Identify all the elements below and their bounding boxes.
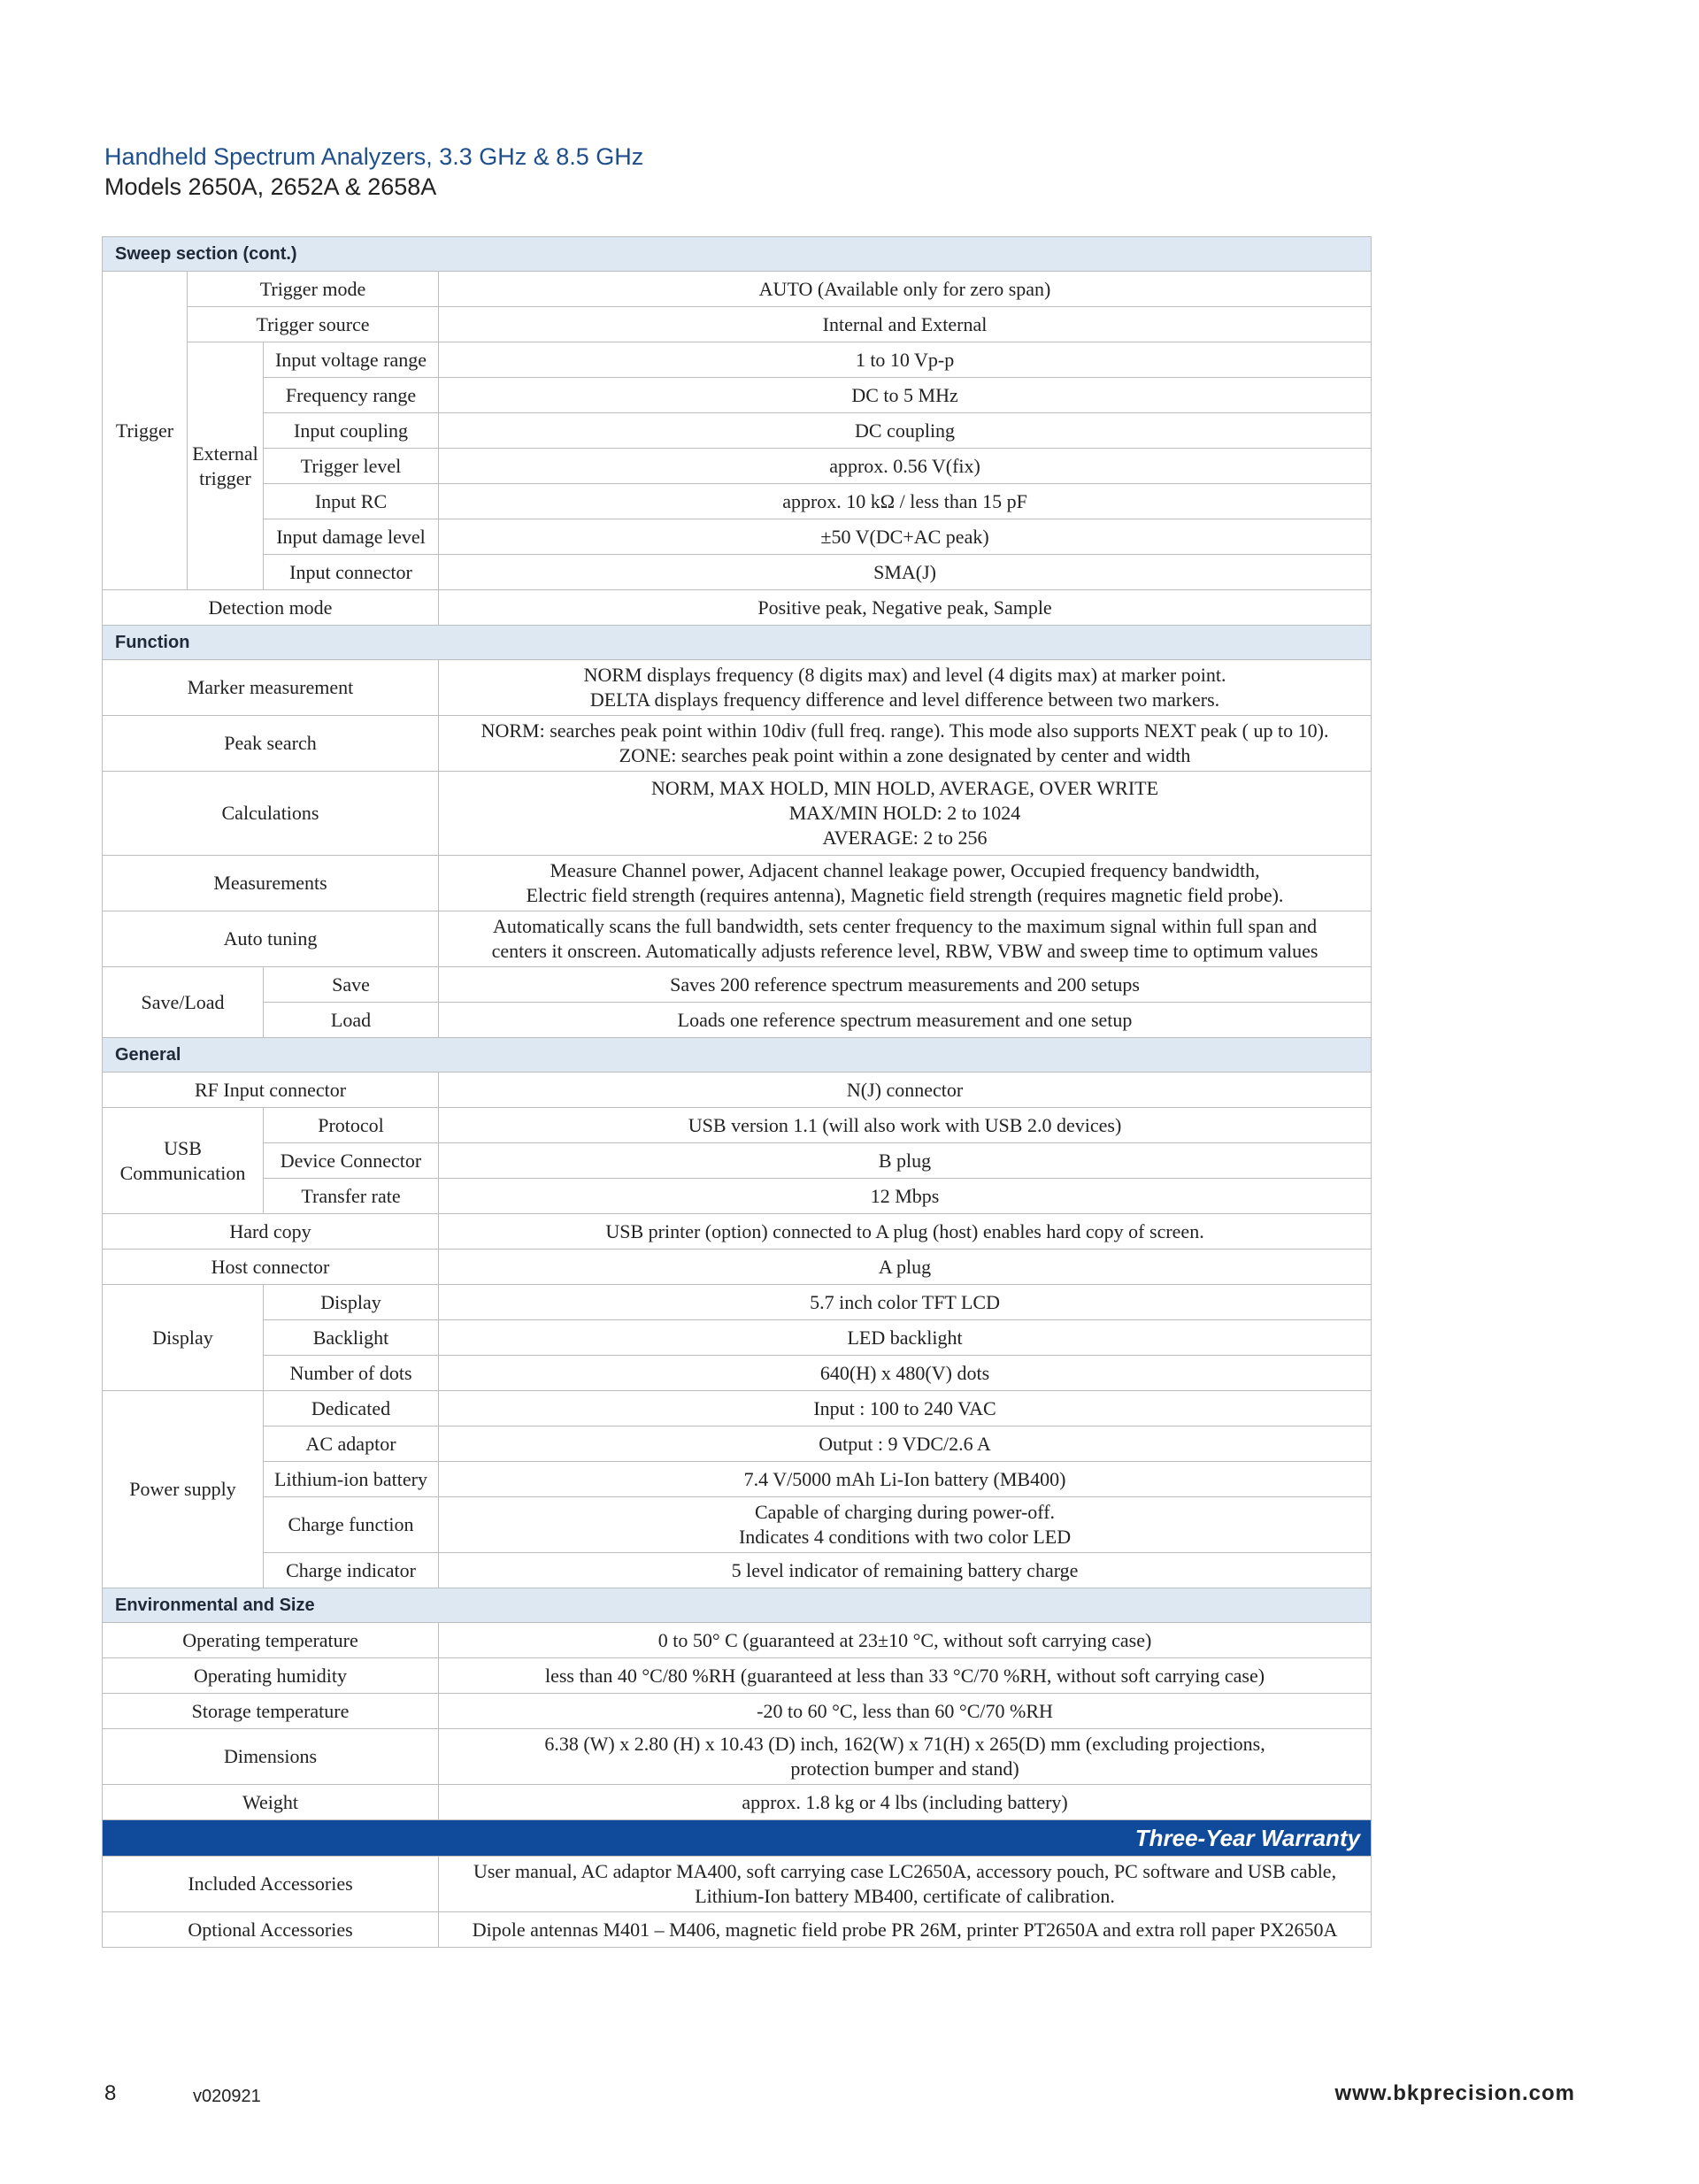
value-line: DELTA displays frequency difference and level difference between two markers. [589,688,1220,711]
version-code: v020921 [193,2087,261,2106]
spec-value: ±50 V(DC+AC peak) [439,519,1372,555]
spec-value: LED backlight [439,1320,1372,1356]
spec-label: Operating humidity [103,1658,439,1694]
value-line: NORM displays frequency (8 digits max) and level (4 digits max) at marker point. [583,664,1226,686]
value-line: Measure Channel power, Adjacent channel leakage power, Occupied frequency bandwidth, [550,859,1260,881]
spec-value: USB version 1.1 (will also work with USB 2.0 devices) [439,1108,1372,1143]
spec-value: Output : 9 VDC/2.6 A [439,1427,1372,1462]
spec-label: Trigger level [264,449,439,484]
value-line: NORM: searches peak point within 10div (full freq. range). This mode also supports NEXT peak ( up to 10). [480,719,1329,742]
spec-label: Display [264,1285,439,1320]
spec-label: Charge function [264,1497,439,1553]
spec-value: Positive peak, Negative peak, Sample [439,590,1372,626]
spec-label: Calculations [103,772,439,856]
spec-label: Auto tuning [103,911,439,967]
spec-label: Dedicated [264,1391,439,1427]
value-line: AVERAGE: 2 to 256 [822,827,988,849]
display-group-label: Display [103,1285,264,1391]
spec-label: RF Input connector [103,1073,439,1108]
spec-label: Trigger mode [188,272,439,307]
spec-label: Included Accessories [103,1857,439,1912]
spec-value: 5 level indicator of remaining battery charge [439,1553,1372,1588]
spec-label: Operating temperature [103,1623,439,1658]
saveload-label: Save/Load [103,967,264,1038]
spec-label: Charge indicator [264,1553,439,1588]
spec-value [439,1857,1372,1912]
spec-label: Lithium-ion battery [264,1462,439,1497]
spec-value [439,772,1372,856]
page-title: Handheld Spectrum Analyzers, 3.3 GHz & 8.5 GHz [104,143,644,170]
spec-value [439,856,1372,911]
spec-value: B plug [439,1143,1372,1179]
value-line: Lithium-Ion battery MB400, certificate of calibration. [695,1885,1115,1907]
spec-value: approx. 0.56 V(fix) [439,449,1372,484]
spec-value: 0 to 50° C (guaranteed at 23±10 °C, without soft carrying case) [439,1623,1372,1658]
spec-label: Storage temperature [103,1694,439,1729]
external-trigger-label: External trigger [188,342,264,590]
value-line: NORM, MAX HOLD, MIN HOLD, AVERAGE, OVER WRITE [651,777,1159,799]
usb-label: USB Communication [103,1108,264,1214]
section-heading-general: General [103,1038,1372,1073]
spec-value: approx. 1.8 kg or 4 lbs (including battery) [439,1785,1372,1820]
value-line: Electric field strength (requires antenna), Magnetic field strength (requires magnetic field probe). [526,884,1284,906]
spec-label: Measurements [103,856,439,911]
spec-value: -20 to 60 °C, less than 60 °C/70 %RH [439,1694,1372,1729]
value-line: User manual, AC adaptor MA400, soft carrying case LC2650A, accessory pouch, PC software and USB cable, [473,1860,1337,1882]
spec-label: Trigger source [188,307,439,342]
spec-label: Hard copy [103,1214,439,1250]
spec-value: 640(H) x 480(V) dots [439,1356,1372,1391]
spec-label: Number of dots [264,1356,439,1391]
spec-table [102,236,1372,1948]
spec-value [439,1729,1372,1785]
spec-label: Input voltage range [264,342,439,378]
page-number: 8 [104,2081,117,2105]
spec-value: N(J) connector [439,1073,1372,1108]
section-heading-environment: Environmental and Size [103,1588,1372,1623]
spec-value: Loads one reference spectrum measurement and one setup [439,1003,1372,1038]
value-line: Indicates 4 conditions with two color LED [738,1526,1072,1548]
spec-label: Optional Accessories [103,1912,439,1948]
spec-value: Dipole antennas M401 – M406, magnetic field probe PR 26M, printer PT2650A and extra roll paper PX2650A [439,1912,1372,1948]
spec-label: Host connector [103,1250,439,1285]
spec-value: 7.4 V/5000 mAh Li-Ion battery (MB400) [439,1462,1372,1497]
spec-label: Input RC [264,484,439,519]
spec-value: Saves 200 reference spectrum measurements and 200 setups [439,967,1372,1003]
spec-value: Input : 100 to 240 VAC [439,1391,1372,1427]
spec-value: 1 to 10 Vp-p [439,342,1372,378]
section-heading-function: Function [103,626,1372,660]
spec-value: DC coupling [439,413,1372,449]
spec-value [439,716,1372,772]
page-subtitle: Models 2650A, 2652A & 2658A [104,173,437,200]
spec-label: Load [264,1003,439,1038]
spec-value: SMA(J) [439,555,1372,590]
spec-value: AUTO (Available only for zero span) [439,272,1372,307]
spec-label: AC adaptor [264,1427,439,1462]
spec-value [439,660,1372,716]
spec-value: approx. 10 kΩ / less than 15 pF [439,484,1372,519]
value-line: ZONE: searches peak point within a zone designated by center and width [619,744,1191,766]
trigger-label: Trigger [103,272,188,590]
value-line: Automatically scans the full bandwidth, sets center frequency to the maximum signal within full span and [492,915,1318,937]
value-line: protection bumper and stand) [790,1757,1019,1780]
spec-value: 12 Mbps [439,1179,1372,1214]
spec-label: Dimensions [103,1729,439,1785]
value-line: MAX/MIN HOLD: 2 to 1024 [788,802,1021,824]
spec-label: Device Connector [264,1143,439,1179]
spec-value: Internal and External [439,307,1372,342]
website-url[interactable]: www.bkprecision.com [1334,2081,1575,2105]
spec-value [439,911,1372,967]
warranty-banner: Three-Year Warranty [103,1820,1372,1857]
spec-label: Protocol [264,1108,439,1143]
spec-label: Peak search [103,716,439,772]
spec-value [439,1497,1372,1553]
spec-value: less than 40 °C/80 %RH (guaranteed at less than 33 °C/70 %RH, without soft carrying case) [439,1658,1372,1694]
spec-label: Marker measurement [103,660,439,716]
spec-label: Frequency range [264,378,439,413]
spec-label: Input coupling [264,413,439,449]
spec-value: A plug [439,1250,1372,1285]
spec-label: Input damage level [264,519,439,555]
value-line: 6.38 (W) x 2.80 (H) x 10.43 (D) inch, 162(W) x 71(H) x 265(D) mm (excluding projections, [544,1733,1265,1755]
spec-value: DC to 5 MHz [439,378,1372,413]
spec-label: Backlight [264,1320,439,1356]
section-heading-sweep: Sweep section (cont.) [103,237,1372,272]
spec-label: Save [264,967,439,1003]
spec-label: Detection mode [103,590,439,626]
spec-label: Transfer rate [264,1179,439,1214]
spec-label: Weight [103,1785,439,1820]
spec-value: 5.7 inch color TFT LCD [439,1285,1372,1320]
value-line: Capable of charging during power-off. [755,1501,1056,1523]
spec-value: USB printer (option) connected to A plug (host) enables hard copy of screen. [439,1214,1372,1250]
spec-label: Input connector [264,555,439,590]
value-line: centers it onscreen. Automatically adjusts reference level, RBW, VBW and sweep time to optimum values [491,940,1318,962]
power-supply-label: Power supply [103,1391,264,1588]
